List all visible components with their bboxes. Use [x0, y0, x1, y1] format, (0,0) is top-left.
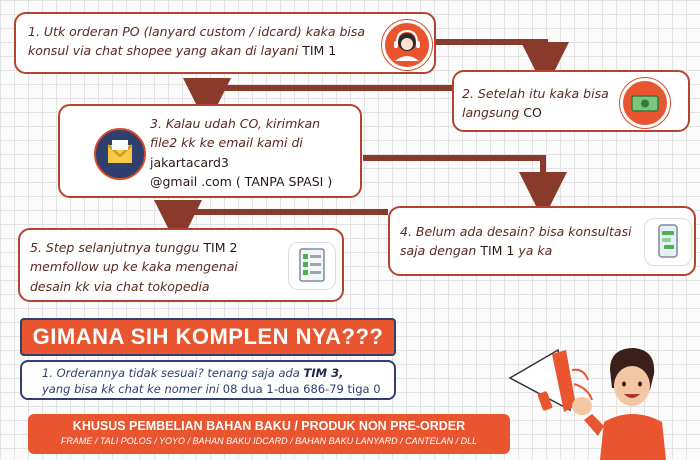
step-3-email-user: jakartacard3 — [150, 154, 229, 170]
step-3-line2: file2 kk ke email kami di — [150, 135, 303, 151]
step-3-email-domain: @gmail .com ( TANPA SPASI ) — [150, 174, 333, 190]
step-5-line3: desain kk via chat tokopedia — [30, 278, 210, 294]
arrow-4-to-5 — [178, 212, 388, 224]
complaint-phone: 08 dua 1-dua 686-79 tiga 0 — [222, 382, 381, 397]
step-4-line1: 4. Belum ada desain? bisa konsultasi — [400, 224, 632, 239]
arrow-2-to-3 — [207, 88, 452, 102]
special-subtitle: FRAME / TALI POLOS / YOYO / BAHAN BAKU IDCARD / BAHAN BAKU LANYARD / CANTELAN / DLL — [60, 436, 478, 446]
step-2-co: CO — [523, 105, 542, 121]
money-icon — [620, 78, 670, 128]
headset-agent-icon — [382, 20, 432, 70]
step-2-line1: 2. Setelah itu kaka bisa — [462, 86, 609, 101]
step-1-line2: konsul via chat shopee yang akan di layani — [28, 43, 299, 59]
step-5-card — [18, 228, 344, 302]
special-title: KHUSUS PEMBELIAN BAHAN BAKU / PRODUK NON PRE-ORDER — [72, 419, 466, 433]
complaint-team: TIM 3, — [303, 366, 344, 380]
step-4-card — [388, 206, 696, 276]
step-1-card — [14, 12, 436, 74]
step-1-line1: 1. Utk orderan PO (lanyard custom / idcard) kaka bisa — [28, 24, 366, 39]
megaphone-person-illustration — [500, 340, 700, 460]
email-icon — [94, 128, 146, 180]
step-4-team: TIM 1 — [480, 243, 515, 259]
step-5-line2: memfollow up ke kaka mengenai — [30, 259, 238, 275]
complaint-text1: 1. Orderannya tidak sesuai? tenang saja ada — [42, 366, 300, 380]
step-4-line2: saja dengan — [400, 243, 477, 259]
arrow-3-to-4 — [363, 158, 543, 196]
special-purchase-banner — [28, 414, 510, 454]
complaint-info — [20, 360, 396, 400]
step-5-line1: 5. Step selanjutnya tunggu — [30, 240, 200, 255]
step-3-line1: 3. Kalau udah CO, kirimkan — [150, 116, 321, 131]
chat-phone-icon — [644, 218, 692, 266]
step-1-team: TIM 1 — [302, 43, 337, 59]
complaint-text2: yang bisa kk chat ke nomer ini — [42, 382, 220, 397]
checklist-icon — [288, 242, 336, 290]
step-3-card — [58, 104, 362, 198]
step-2-card — [452, 70, 690, 132]
complaint-title-banner — [20, 318, 396, 356]
complaint-title: GIMANA SIH KOMPLEN NYA??? — [32, 324, 384, 349]
step-4-tail: ya ka — [518, 243, 553, 259]
step-5-team: TIM 2 — [203, 240, 238, 255]
step-2-line2: langsung — [462, 105, 520, 121]
arrow-1-to-2 — [436, 42, 545, 66]
